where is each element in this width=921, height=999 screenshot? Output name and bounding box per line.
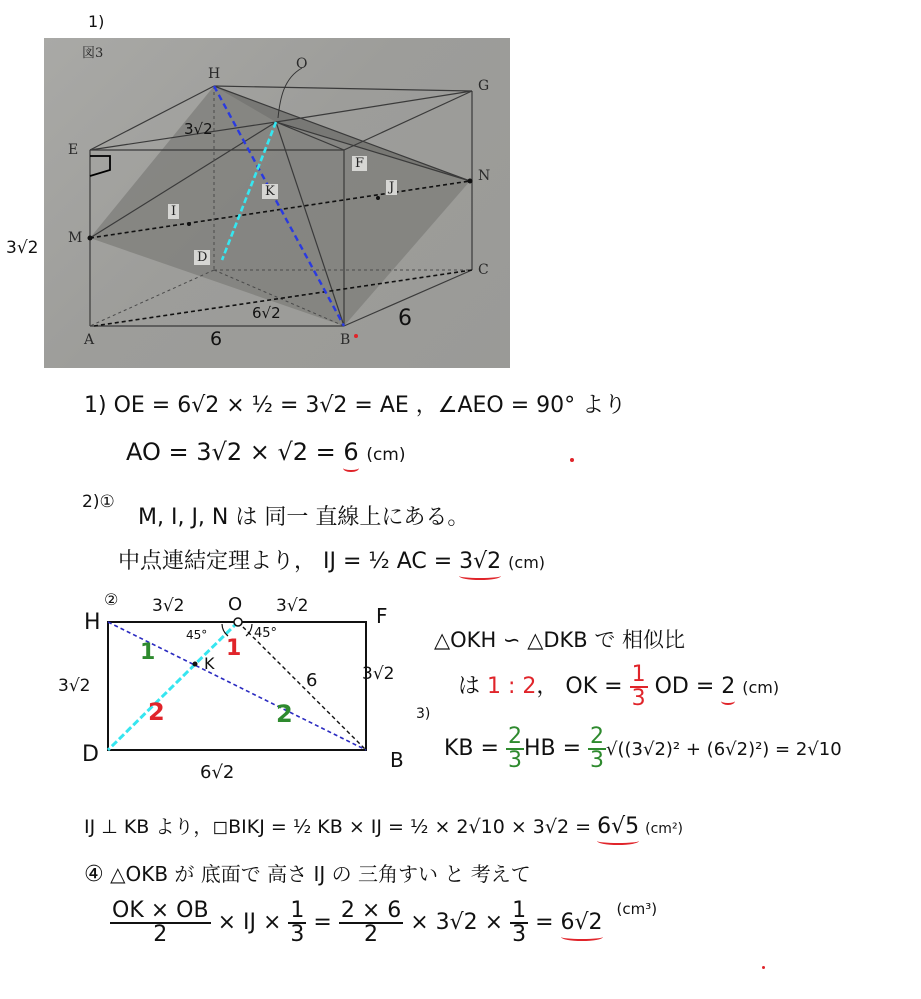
q4-eq2: = — [528, 910, 561, 935]
q3-frac1 — [506, 726, 524, 772]
diag2-angle1: 45° — [186, 628, 208, 642]
diag2-right: 3√2 — [362, 664, 395, 684]
q3-kb-prefix: KB = — [444, 736, 506, 761]
q4-third2-den: 3 — [512, 922, 527, 947]
q3-area-answer: 6√5 — [597, 814, 640, 839]
q3-area-unit: (cm²) — [645, 821, 684, 837]
q4-unit: (cm³) — [616, 900, 658, 918]
diag2-left: 3√2 — [58, 676, 91, 696]
diag2-top-right: 3√2 — [276, 596, 309, 616]
q4-frac1 — [110, 900, 211, 946]
q4-frac1-num: OK × OB — [112, 898, 209, 923]
q4-third1-den: 3 — [290, 922, 305, 947]
label-c: C — [478, 262, 489, 278]
diag2-bottom: 6√2 — [200, 762, 235, 783]
q2-1-answer: 3√2 — [459, 549, 502, 574]
q2-2-ok-frac-num: 1 — [631, 662, 646, 687]
label-h: H — [208, 66, 221, 82]
label-j: J — [386, 180, 397, 195]
q4-mid2: × 3√2 × — [403, 910, 511, 935]
q2-1-unit: (cm) — [508, 553, 546, 572]
diag2-seg-hk: 1 — [140, 640, 156, 665]
annot-ab: 6 — [210, 328, 223, 350]
q2-2-ok-mid: OD = — [654, 674, 722, 699]
q2-1-label: 2)① — [82, 492, 115, 512]
q3-line — [444, 726, 842, 772]
q3-kb-mid: HB = — [523, 736, 589, 761]
diag2-seg-kd: 2 — [148, 698, 165, 726]
annot-hk: 3√2 — [184, 120, 213, 138]
problem-number: 1) — [88, 12, 105, 31]
q1-answer: 6 — [343, 438, 359, 466]
label-g: G — [478, 78, 490, 94]
q4-third1-num: 1 — [290, 898, 305, 923]
label-m: M — [68, 230, 83, 246]
annot-left-edge: 3√2 — [6, 238, 39, 258]
figure-caption: 図3 — [82, 46, 104, 61]
diag2-circle-num: ② — [104, 590, 119, 609]
q4-frac2-den: 2 — [364, 922, 379, 947]
q1-line1: 1) OE = 6√2 × ½ = 3√2 = AE ，∠AEO = 90° より — [84, 393, 627, 418]
q4-third1 — [288, 900, 306, 946]
q4-formula — [110, 900, 657, 946]
q3-area-prefix: IJ ⊥ KB より，◻BIKJ = ½ KB × IJ = ½ × 2√10 × 3√2 = — [84, 816, 598, 838]
q2-2-ratio-2: 2 — [522, 674, 537, 699]
label-i: I — [168, 204, 179, 219]
q2-2-ok-answer: 2 — [721, 674, 736, 699]
label-n: N — [478, 168, 491, 184]
diag2-label-d: D — [82, 742, 99, 767]
label-o: O — [296, 56, 308, 72]
diag2-label-h: H — [84, 610, 101, 635]
q4-frac2-num: 2 × 6 — [340, 898, 402, 923]
diag2-top-left: 3√2 — [152, 596, 185, 616]
diag2-angle2: 45° — [254, 626, 278, 641]
q2-2-ok-prefix: ， OK = — [536, 674, 630, 699]
q4-frac1-den: 2 — [153, 922, 168, 947]
annot-bc: 6√2 — [252, 304, 281, 322]
label-k: K — [262, 184, 278, 199]
q1-unit: (cm) — [366, 445, 406, 465]
annot-right-edge: 6 — [398, 306, 412, 331]
q3-kb-root: √((3√2)² + (6√2)²) = 2√10 — [606, 739, 842, 760]
q4-text: △OKB が 底面で 高さ IJ の 三角すい と 考えて — [110, 862, 531, 886]
label-b: B — [340, 332, 351, 348]
label-f: F — [352, 156, 367, 171]
diag2-seg-ko: 1 — [226, 636, 242, 661]
diag2-label-f: F — [376, 604, 388, 628]
diag2-seg-kb: 2 — [276, 700, 293, 728]
diag2-ob: 6 — [306, 670, 318, 691]
q1-line2-prefix: AO = 3√2 × √2 = — [126, 438, 344, 466]
q2-2-ok-unit: (cm) — [742, 678, 780, 697]
q3-area-line — [84, 812, 683, 839]
q4-third2-num: 1 — [512, 898, 527, 923]
q2-2-ratio-1: 1 — [487, 674, 501, 699]
q2-2-ok-frac — [630, 664, 648, 710]
q2-2-ratio-colon: : — [501, 674, 523, 699]
q4-answer: 6√2 — [560, 910, 603, 935]
q2-2-line2 — [458, 664, 779, 710]
label-a: A — [84, 332, 95, 348]
diag2-label-o: O — [228, 594, 243, 615]
q4-third2 — [510, 900, 528, 946]
q4-label: ④ — [84, 862, 104, 887]
q2-2-similar: △OKH ∽ △DKB で 相似比 — [434, 628, 686, 652]
q3-frac1-den: 3 — [507, 748, 522, 773]
q4-eq1: = — [306, 910, 339, 935]
diag2-label-b: B — [390, 748, 404, 772]
red-dot-2 — [762, 966, 765, 969]
q2-2-ratio-prefix: は — [458, 674, 487, 699]
diag2-label-k: K — [204, 654, 215, 673]
q3-frac2-num: 2 — [590, 724, 605, 749]
q2-1-line2-prefix: 中点連結定理より， IJ = ½ AC = — [118, 549, 460, 574]
q2-2-ok-frac-den: 3 — [631, 686, 646, 711]
q4-mid1: × IJ × — [210, 910, 289, 935]
q3-frac1-num: 2 — [507, 724, 522, 749]
q2-1-text: M, I, J, N は 同一 直線上にある。 — [138, 505, 470, 530]
q4-line1 — [84, 858, 531, 887]
q4-frac2 — [339, 900, 403, 946]
q3-frac2 — [588, 726, 606, 772]
label-d: D — [194, 250, 210, 265]
q3-frac2-den: 3 — [590, 748, 605, 773]
label-e: E — [68, 142, 79, 158]
q3-label: 3) — [416, 706, 431, 722]
